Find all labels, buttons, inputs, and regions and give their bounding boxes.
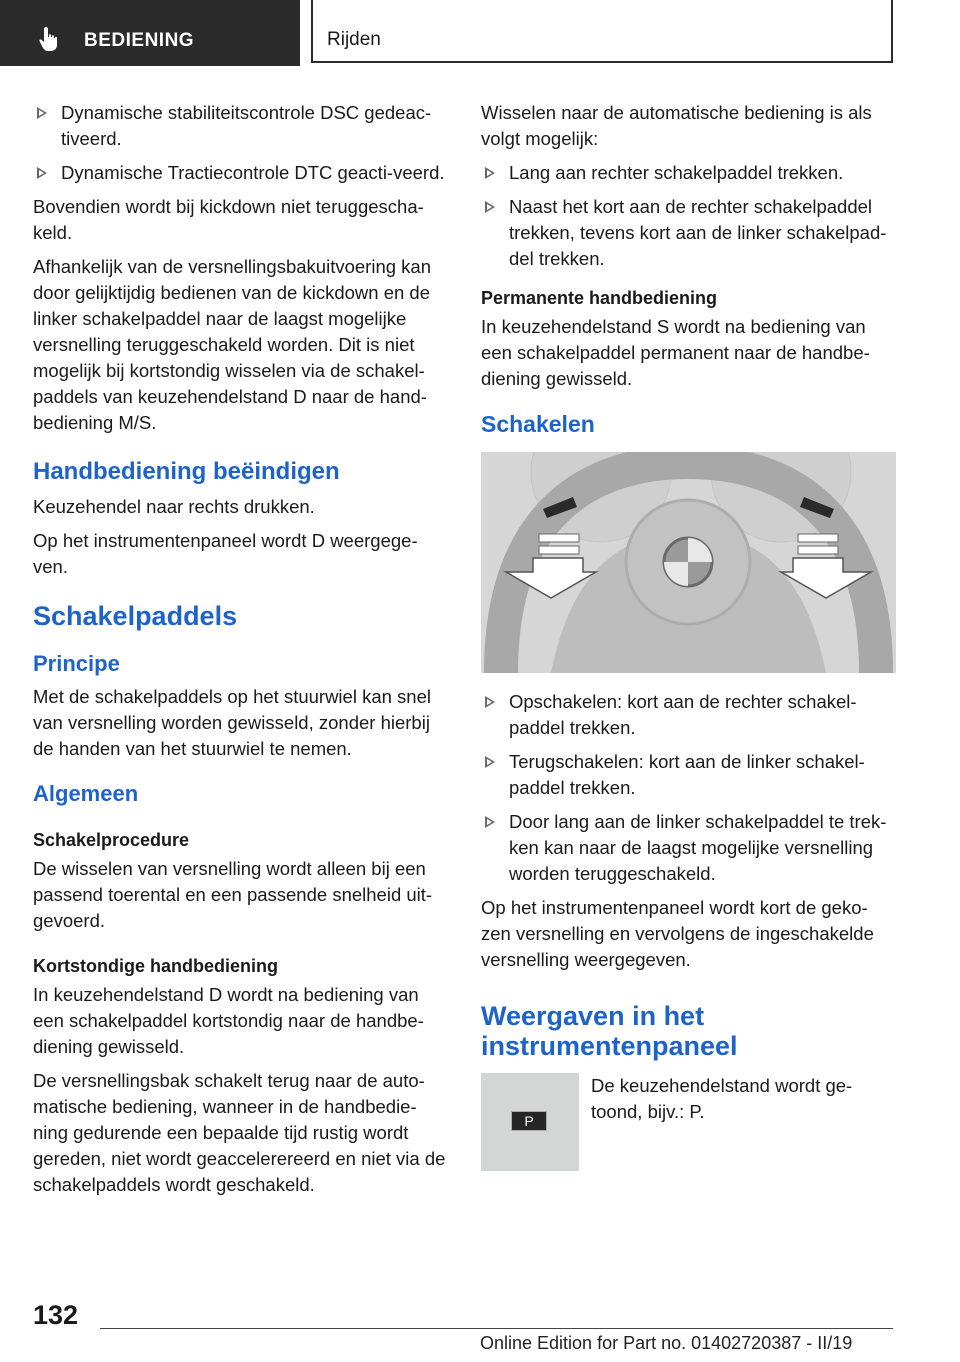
page-number: 132 — [33, 1300, 79, 1330]
heading-shift: Schakelen — [481, 411, 595, 437]
display-example — [481, 1073, 896, 1171]
paragraph: De wisselen van versnelling wordt alleen bij een passend toerental en een passende snelheid uit-gevoerd. — [33, 858, 433, 931]
list-item: Terugschakelen: kort aan de linker schakel-paddel trekken. — [481, 749, 896, 801]
footer-edition: Online Edition for Part no. 01402720387 - II/19 — [480, 1333, 853, 1353]
heading-short-manual: Kortstondige handbediening — [33, 956, 278, 976]
chapter-box — [311, 0, 893, 63]
heading-display: Weergaven in het instrumentenpaneel — [481, 1001, 738, 1061]
paragraph: Bovendien wordt bij kickdown niet teruggescha-keld. — [33, 196, 424, 243]
paragraph: De versnellingsbak schakelt terug naar de auto-matische bediening, wanneer in de handbedie-ning gedurende een bepaalde tijd rustig wordt gereden, niet wordt geaccelerereerd en niet via de schakelpaddels wordt geschakeld. — [33, 1070, 446, 1195]
section-label: BEDIENING — [84, 30, 195, 51]
heading-end-manual: Handbediening beëindigen — [33, 458, 340, 485]
hand-pointer-icon — [38, 26, 62, 52]
left-column — [33, 100, 448, 1206]
paragraph: Wisselen naar de automatische bediening is als volgt mogelijk: — [481, 102, 872, 149]
bullet-triangle-icon — [485, 696, 495, 708]
instrument-display-image — [481, 1073, 579, 1171]
bullet-triangle-icon — [37, 167, 47, 179]
chapter-label: Rijden — [327, 29, 381, 50]
section-tab — [0, 0, 300, 66]
heading-principle: Principe — [33, 651, 120, 676]
paragraph: Op het instrumentenpaneel wordt D weergege-ven. — [33, 530, 418, 577]
bullet-triangle-icon — [485, 756, 495, 768]
paragraph: In keuzehendelstand S wordt na bediening van een schakelpaddel permanent naar de handbe-diening gewisseld. — [481, 316, 870, 389]
bullet-triangle-icon — [485, 167, 495, 179]
paragraph: Op het instrumentenpaneel wordt kort de geko-zen versnelling en vervolgens de ingeschakelde versnelling weergegeven. — [481, 897, 874, 970]
list-item: Dynamische Tractiecontrole DTC geacti-veerd. — [33, 160, 448, 186]
right-column — [481, 100, 896, 1171]
bullet-triangle-icon — [485, 201, 495, 213]
heading-permanent-manual: Permanente handbediening — [481, 288, 718, 308]
list-item: Naast het kort aan de rechter schakelpaddel trekken, tevens kort aan de linker schakelpad-del trekken. — [481, 194, 896, 272]
paragraph: Met de schakelpaddels op het stuurwiel kan snel van versnelling worden gewisseld, zonder hierbij de handen van het stuurwiel te nemen. — [33, 686, 431, 759]
paragraph: In keuzehendelstand D wordt na bediening van een schakelpaddel kortstondig naar de handbe-diening gewisseld. — [33, 984, 424, 1057]
bullet-triangle-icon — [37, 107, 47, 119]
bullet-triangle-icon — [485, 816, 495, 828]
list-item: Dynamische stabiliteitscontrole DSC gedeac-tiveerd. — [33, 100, 448, 152]
list-item: Door lang aan de linker schakelpaddel te trek-ken kan naar de laagst mogelijke versnelling worden teruggeschakeld. — [481, 809, 896, 887]
paragraph: Afhankelijk van de versnellingsbakuitvoering kan door gelijktijdig bedienen van de kickdown en de linker schakelpaddel naar de laagst mogelijke versnelling teruggeschakeld worden. Dit is niet mogelijk bij kortstondig wisselen via de schakel-paddels van keuzehendelstand D naar de hand-bediening M/S. — [33, 256, 431, 433]
page-header — [0, 0, 960, 66]
heading-procedure: Schakelprocedure — [33, 830, 190, 850]
footer-divider — [100, 1328, 893, 1329]
gear-indicator: P — [511, 1111, 547, 1131]
heading-paddles: Schakelpaddels — [33, 601, 238, 631]
heading-general: Algemeen — [33, 781, 139, 806]
paragraph: De keuzehendelstand wordt ge-toond, bijv.: P. — [591, 1075, 853, 1122]
steering-wheel-paddles-image — [481, 452, 896, 673]
paragraph: Keuzehendel naar rechts drukken. — [33, 496, 315, 517]
list-item: Lang aan rechter schakelpaddel trekken. — [481, 160, 896, 186]
list-item: Opschakelen: kort aan de rechter schakel-paddel trekken. — [481, 689, 896, 741]
